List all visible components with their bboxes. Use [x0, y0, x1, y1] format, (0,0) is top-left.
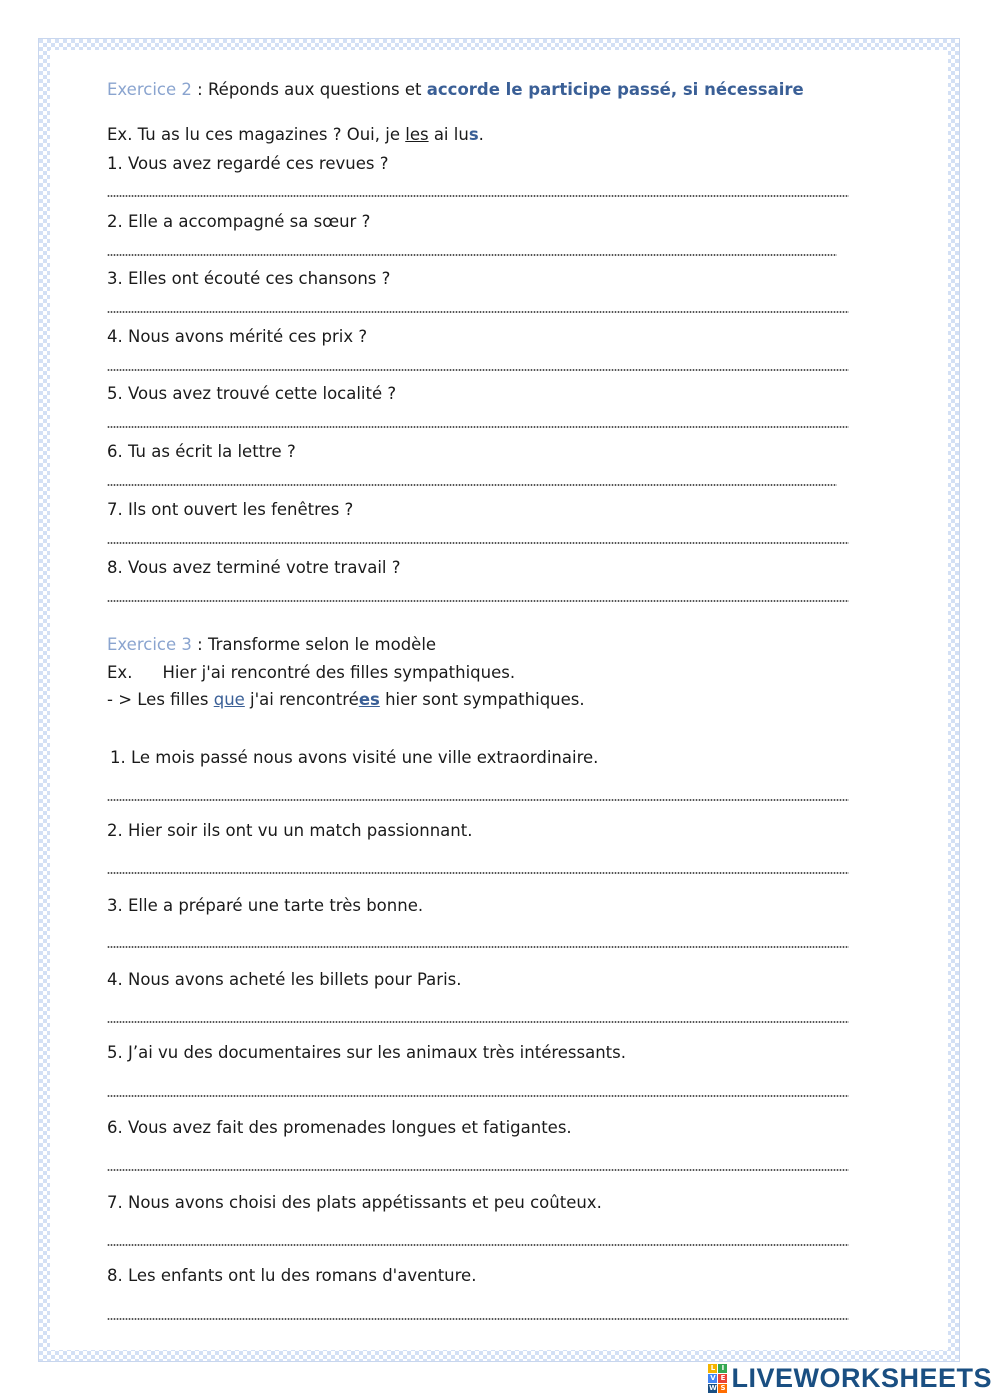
ex3-answer-line[interactable] — [107, 1318, 849, 1320]
example-agreement-ending: s — [468, 125, 479, 144]
ex2-answer-line[interactable] — [107, 369, 849, 371]
ex3-question: 3. Elle a préparé une tarte très bonne. — [107, 896, 424, 915]
exercise3-label: Exercice 3 — [107, 635, 192, 654]
exercise2-instruction-highlight: accorde le participe passé, si nécessaire — [426, 80, 804, 99]
ex2-answer-line[interactable] — [107, 254, 837, 256]
ex2-question: 3. Elles ont écouté ces chansons ? — [107, 269, 391, 288]
model-relative-pronoun: que — [213, 690, 245, 709]
ex3-answer-line[interactable] — [107, 1095, 849, 1097]
ex3-answer-line[interactable] — [107, 1021, 849, 1023]
ex3-question: 2. Hier soir ils ont vu un match passionnant. — [107, 821, 473, 840]
ex2-question: 5. Vous avez trouvé cette localité ? — [107, 384, 397, 403]
ex2-answer-line[interactable] — [107, 426, 849, 428]
exercise3-heading: Exercice 3 : Transforme selon le modèle — [107, 635, 437, 654]
ex3-question: 7. Nous avons choisi des plats appétissants et peu coûteux. — [107, 1193, 602, 1212]
exercise3-example: Ex. Hier j'ai rencontré des filles sympathiques. — [107, 663, 516, 682]
ex3-question: 1. Le mois passé nous avons visité une ville extraordinaire. — [110, 748, 599, 767]
liveworksheets-logo[interactable] — [708, 1363, 992, 1393]
example-pronoun: les — [405, 125, 429, 144]
ex3-answer-line[interactable] — [107, 872, 849, 874]
logo-text: LIVEWORKSHEETS — [731, 1362, 992, 1393]
ex2-question: 6. Tu as écrit la lettre ? — [107, 442, 296, 461]
exercise2-instruction: Réponds aux questions et — [207, 80, 427, 99]
ex2-question: 8. Vous avez terminé votre travail ? — [107, 558, 401, 577]
ex2-answer-line[interactable] — [107, 484, 837, 486]
model-agreement-ending: es — [358, 690, 380, 709]
ex2-question: 4. Nous avons mérité ces prix ? — [107, 327, 368, 346]
ex2-question: 1. Vous avez regardé ces revues ? — [107, 154, 389, 173]
logo-mark: L I V E W S — [709, 1363, 726, 1392]
exercise2-label: Exercice 2 — [107, 80, 192, 99]
ex3-answer-line[interactable] — [107, 799, 849, 801]
exercise2-heading: Exercice 2 : Réponds aux questions et accorde le participe passé, si nécessaire — [107, 80, 804, 99]
ex3-answer-line[interactable] — [107, 1244, 849, 1246]
exercise3-model-answer: - > Les filles que j'ai rencontrées hier sont sympathiques. — [107, 690, 585, 709]
exercise2-example: Ex. Tu as lu ces magazines ? Oui, je les ai lus. — [107, 125, 484, 144]
exercise3-instruction: Transforme selon le modèle — [207, 635, 437, 654]
ex2-answer-line[interactable] — [107, 195, 849, 197]
ex3-question: 6. Vous avez fait des promenades longues et fatigantes. — [107, 1118, 572, 1137]
ex2-question: 2. Elle a accompagné sa sœur ? — [107, 212, 371, 231]
ex3-question: 5. J’ai vu des documentaires sur les animaux très intéressants. — [107, 1043, 626, 1062]
ex2-question: 7. Ils ont ouvert les fenêtres ? — [107, 500, 354, 519]
ex2-answer-line[interactable] — [107, 600, 849, 602]
ex3-question: 4. Nous avons acheté les billets pour Paris. — [107, 970, 462, 989]
ex3-answer-line[interactable] — [107, 1169, 849, 1171]
ex2-answer-line[interactable] — [107, 311, 849, 313]
ex3-answer-line[interactable] — [107, 946, 849, 948]
ex3-question: 8. Les enfants ont lu des romans d'aventure. — [107, 1266, 477, 1285]
ex2-answer-line[interactable] — [107, 542, 849, 544]
